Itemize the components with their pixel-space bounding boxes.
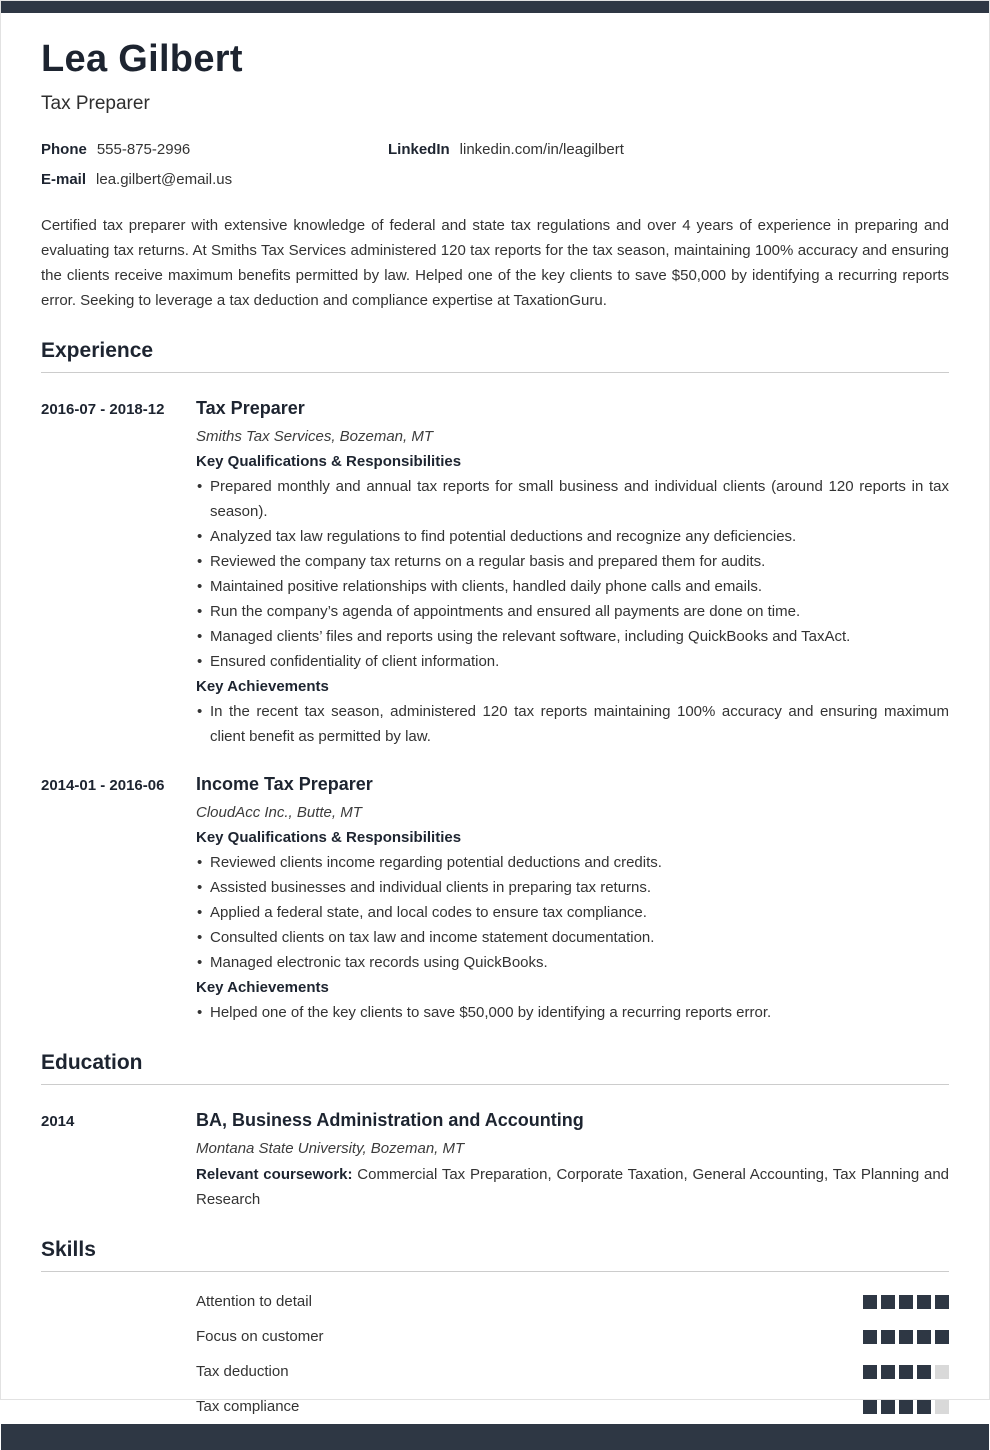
bullet-item: • Managed electronic tax records using QuickBooks. [196, 950, 949, 975]
bottom-accent-bar [1, 1424, 989, 1450]
skill-row [196, 1284, 949, 1319]
education-entry [41, 1109, 949, 1212]
bullet-item: • Ensured confidentiality of client information. [196, 649, 949, 674]
bullet-item: • Consulted clients on tax law and income statement documentation. [196, 925, 949, 950]
skill-level-filled-square [881, 1295, 895, 1309]
education-section-heading: Education [41, 1051, 949, 1085]
achievements-list [196, 1000, 949, 1025]
qualifications-heading: Key Qualifications & Responsibilities [196, 829, 462, 846]
skill-row [196, 1354, 949, 1389]
skill-level-filled-square [899, 1330, 913, 1344]
skill-level-filled-square [917, 1400, 931, 1414]
bullet-item: • Assisted businesses and individual clients in preparing tax returns. [196, 875, 949, 900]
professional-summary: Certified tax preparer with extensive knowledge of federal and state tax regulations and over 4 years of experience in preparing and evaluating tax returns. At Smiths Tax Services administered 120 tax reports for the tax season, maintaining 100% accuracy and ensuring the clients receive maximum benefits permitted by law. Helped one of the key clients to save $50,000 by identifying a recurring reports error. Seeking to leverage a tax deduction and compliance expertise at TaxationGuru. [41, 217, 949, 309]
bullet-item: • Reviewed clients income regarding potential deductions and credits. [196, 850, 949, 875]
skill-level-indicator [863, 1365, 949, 1379]
linkedin-label: LinkedIn [388, 141, 450, 158]
bullet-item: • Helped one of the key clients to save $50,000 by identifying a recurring reports error. [196, 1000, 949, 1025]
bullet-item: • Maintained positive relationships with clients, handled daily phone calls and emails. [196, 574, 949, 599]
achievements-heading: Key Achievements [196, 979, 329, 996]
qualifications-heading: Key Qualifications & Responsibilities [196, 453, 462, 470]
skill-level-filled-square [863, 1400, 877, 1414]
candidate-name: Lea Gilbert [41, 38, 243, 80]
top-accent-bar [1, 1, 989, 13]
qualifications-list [196, 474, 949, 674]
bullet-item: • Prepared monthly and annual tax reports for small business and individual clients (around 120 reports in tax season). [196, 474, 949, 524]
bullet-item: • Analyzed tax law regulations to find potential deductions and recognize any deficiencies. [196, 524, 949, 549]
experience-section-heading: Experience [41, 339, 949, 373]
job-title: Income Tax Preparer [196, 774, 373, 794]
candidate-title: Tax Preparer [41, 93, 150, 114]
contact-email [41, 171, 388, 188]
skill-level-filled-square [917, 1295, 931, 1309]
skill-level-filled-square [935, 1330, 949, 1344]
skill-level-empty-square [935, 1365, 949, 1379]
skills-list [41, 1284, 949, 1424]
skill-level-filled-square [899, 1365, 913, 1379]
skill-level-filled-square [935, 1295, 949, 1309]
coursework-label: Relevant coursework: [196, 1166, 353, 1183]
bullet-item: • Managed clients’ files and reports using the relevant software, including QuickBooks and TaxAct. [196, 624, 949, 649]
degree-title: BA, Business Administration and Accounting [196, 1110, 584, 1130]
coursework-text: Commercial Tax Preparation, Corporate Taxation, General Accounting, Tax Planning and Research [196, 1166, 950, 1208]
skill-level-filled-square [917, 1330, 931, 1344]
achievements-heading: Key Achievements [196, 678, 329, 695]
school-name: Montana State University, Bozeman, MT [196, 1140, 465, 1157]
skill-label: Tax compliance [196, 1398, 300, 1415]
phone-label: Phone [41, 141, 87, 158]
education-dates: 2014 [41, 1113, 75, 1130]
experience-entry [41, 773, 949, 1025]
skills-section-heading: Skills [41, 1238, 949, 1272]
job-dates: 2016-07 - 2018-12 [41, 401, 165, 418]
education-body [196, 1109, 949, 1212]
email-label: E-mail [41, 171, 87, 188]
skill-level-indicator [863, 1295, 949, 1309]
skill-level-filled-square [863, 1295, 877, 1309]
job-dates: 2014-01 - 2016-06 [41, 777, 165, 794]
skill-label: Attention to detail [196, 1293, 312, 1310]
bullet-item: • In the recent tax season, administered 120 tax reports maintaining 100% accuracy and ensuring maximum client benefit as permitted by law. [196, 699, 949, 749]
skill-level-filled-square [881, 1365, 895, 1379]
skill-level-filled-square [899, 1400, 913, 1414]
skill-level-indicator [863, 1330, 949, 1344]
email-value: lea.gilbert@email.us [96, 171, 233, 188]
phone-value: 555-875-2996 [96, 141, 191, 158]
skill-level-filled-square [881, 1400, 895, 1414]
skill-row [196, 1389, 949, 1424]
linkedin-value: linkedin.com/in/leagilbert [459, 141, 624, 158]
relevant-coursework [196, 1162, 949, 1212]
skill-level-filled-square [899, 1295, 913, 1309]
contact-phone [41, 141, 388, 158]
skill-level-indicator [863, 1400, 949, 1414]
skill-label: Focus on customer [196, 1328, 324, 1345]
skill-level-empty-square [935, 1400, 949, 1414]
qualifications-list [196, 850, 949, 975]
job-company: CloudAcc Inc., Butte, MT [196, 804, 362, 821]
experience-entry [41, 397, 949, 749]
resume-content [1, 13, 989, 1424]
contact-linkedin [388, 141, 949, 158]
skill-level-filled-square [917, 1365, 931, 1379]
bullet-item: • Reviewed the company tax returns on a regular basis and prepared them for audits. [196, 549, 949, 574]
achievements-list [196, 699, 949, 749]
skill-row [196, 1319, 949, 1354]
skill-level-filled-square [863, 1365, 877, 1379]
bullet-item: • Applied a federal state, and local codes to ensure tax compliance. [196, 900, 949, 925]
contact-section [41, 141, 949, 188]
job-body [196, 773, 949, 1025]
bullet-item: • Run the company’s agenda of appointments and ensured all payments are done on time. [196, 599, 949, 624]
skill-level-filled-square [881, 1330, 895, 1344]
job-body [196, 397, 949, 749]
skill-label: Tax deduction [196, 1363, 289, 1380]
job-company: Smiths Tax Services, Bozeman, MT [196, 428, 434, 445]
skill-level-filled-square [863, 1330, 877, 1344]
job-title: Tax Preparer [196, 398, 305, 418]
